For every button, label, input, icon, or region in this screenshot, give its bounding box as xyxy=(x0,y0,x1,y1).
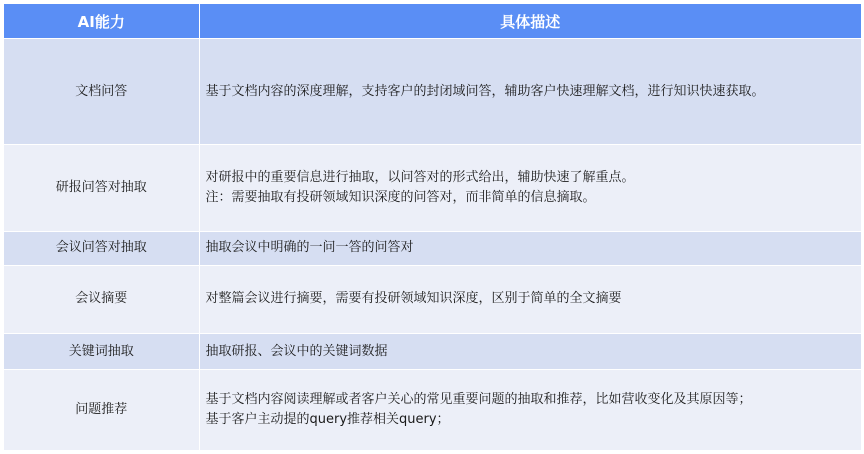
ai-capability-table xyxy=(4,4,861,450)
capability-cell: 问题推荐 xyxy=(4,370,199,450)
table-header-row xyxy=(4,4,861,39)
description-cell xyxy=(199,334,861,370)
table-row xyxy=(4,265,861,333)
description-line: 基于文档内容阅读理解或者客户关心的常见重要问题的抽取和推荐，比如营收变化及其原因等； xyxy=(205,392,752,408)
capability-cell: 会议摘要 xyxy=(4,265,199,333)
description-cell xyxy=(199,231,861,265)
description-line: 抽取研报、会议中的关键词数据 xyxy=(205,343,388,359)
description-cell xyxy=(199,265,861,333)
description-line: 基于客户主动提的query推荐相关query； xyxy=(205,412,450,428)
capability-cell: 会议问答对抽取 xyxy=(4,231,199,265)
description-line: 对研报中的重要信息进行抽取，以问答对的形式给出，辅助快速了解重点。 xyxy=(205,170,635,186)
table-row xyxy=(4,370,861,450)
ai-capability-table-container xyxy=(4,4,861,450)
capability-cell: 文档问答 xyxy=(4,39,199,145)
capability-cell: 关键词抽取 xyxy=(4,334,199,370)
description-cell xyxy=(199,39,861,145)
table-row xyxy=(4,231,861,265)
description-cell xyxy=(199,370,861,450)
description-cell xyxy=(199,145,861,231)
header-ai-capability: AI能力 xyxy=(4,4,199,39)
table-row xyxy=(4,39,861,145)
description-line: 抽取会议中明确的一问一答的问答对 xyxy=(205,240,414,256)
description-line: 基于文档内容的深度理解，支持客户的封闭域问答，辅助客户快速理解文档，进行知识快速获取。 xyxy=(205,83,765,99)
header-description: 具体描述 xyxy=(199,4,861,39)
description-note-line: 注：需要抽取有投研领域知识深度的问答对，而非简单的信息摘取。 xyxy=(205,190,596,206)
table-row xyxy=(4,145,861,231)
table-row xyxy=(4,334,861,370)
description-line: 对整篇会议进行摘要，需要有投研领域知识深度，区别于简单的全文摘要 xyxy=(205,291,622,307)
capability-cell: 研报问答对抽取 xyxy=(4,145,199,231)
